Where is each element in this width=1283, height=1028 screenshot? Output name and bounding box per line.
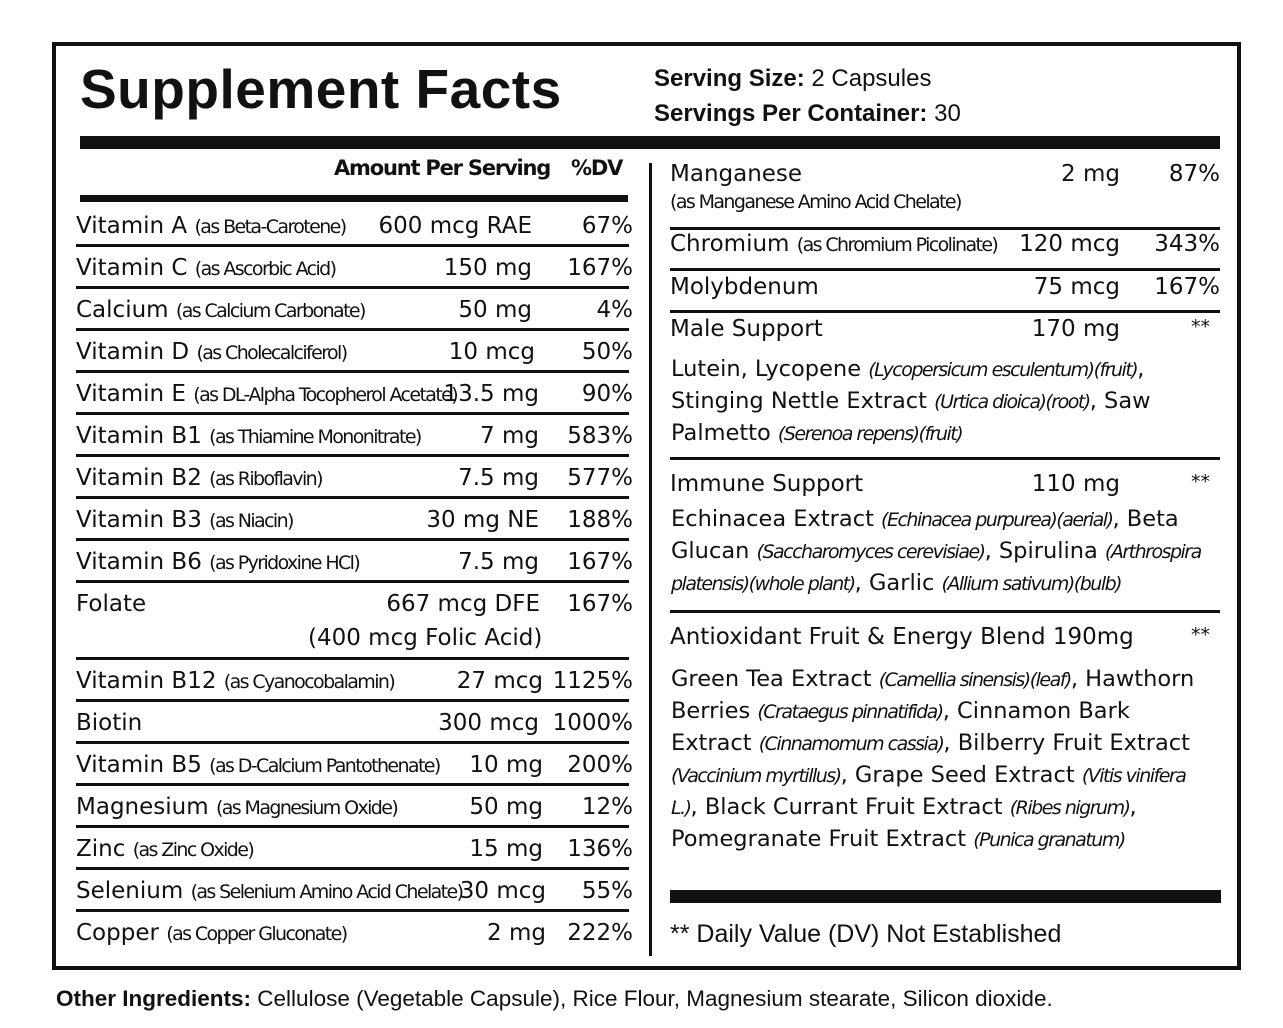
serving-size-line: [654, 61, 961, 96]
nutrient-row: [76, 744, 633, 786]
nutrient-row: [76, 660, 633, 702]
top-thick-rule: [80, 136, 1220, 149]
blend-amount: 110 mg: [1031, 471, 1120, 497]
ingredient-name: Lutein, Lycopene: [671, 356, 869, 382]
nutrient-source: (as Riboflavin): [209, 468, 322, 490]
nutrient-name-cell: [76, 549, 359, 575]
nutrient-name: Vitamin E: [76, 381, 186, 407]
nutrient-dv: 188%: [567, 507, 633, 533]
nutrient-dv: 222%: [567, 920, 633, 946]
servings-value: 30: [934, 100, 961, 127]
nutrient-row: [76, 583, 633, 660]
ingredient-latin: (Vitis vinifera L.): [671, 765, 1186, 819]
nutrient-name-cell: [76, 668, 394, 694]
nutrient-dv: 167%: [1154, 274, 1220, 300]
other-ingredients-text: Cellulose (Vegetable Capsule), Rice Flour, Magnesium stearate, Silicon dioxide.: [257, 986, 1053, 1011]
nutrient-name: Biotin: [76, 710, 143, 736]
left-header-rule: [80, 195, 628, 202]
ingredient-latin: (Cinnamomum cassia): [758, 733, 944, 755]
nutrient-name-cell: [76, 752, 440, 778]
nutrient-amount: 30 mg NE: [426, 507, 539, 533]
ingredient-name: , Saw Palmetto: [671, 388, 1151, 446]
nutrient-source: (as Ascorbic Acid): [194, 258, 336, 280]
nutrient-name: Folate: [76, 591, 147, 617]
ingredient-name: , Hawthorn Berries: [671, 666, 1195, 724]
nutrient-name-cell: [76, 836, 253, 862]
nutrient-name-cell: [76, 465, 322, 491]
nutrient-name-cell: [670, 274, 819, 300]
nutrient-amount: 2 mg: [487, 920, 546, 946]
nutrient-name-cell: [670, 161, 802, 187]
ingredient-latin: (Punica granatum): [973, 829, 1125, 851]
serving-size-label: Serving Size:: [654, 65, 805, 92]
blend-name: Antioxidant Fruit & Energy Blend 190mg: [670, 624, 1134, 650]
nutrient-amount: 7.5 mg: [458, 549, 539, 575]
blend-name: Immune Support: [670, 471, 864, 497]
nutrient-row: [76, 415, 633, 457]
blend-rule: [670, 457, 1220, 460]
ingredient-latin: (Crataegus pinnatifida): [757, 701, 943, 723]
nutrient-name: Manganese: [670, 161, 803, 187]
nutrient-name: Vitamin B1: [76, 423, 202, 449]
nutrient-row: [670, 274, 1220, 312]
nutrient-source: (as Zinc Oxide): [132, 839, 254, 861]
nutrient-name: Vitamin C: [76, 255, 188, 281]
ingredient-latin: (Urtica dioica)(root): [934, 391, 1090, 413]
nutrient-name: Vitamin B2: [76, 465, 202, 491]
ingredient-name: Green Tea Extract: [671, 666, 879, 692]
nutrient-dv: 87%: [1168, 161, 1220, 187]
row-rule: [670, 227, 1220, 230]
nutrient-amount: 15 mg: [469, 836, 543, 862]
row-rule: [670, 310, 1220, 313]
nutrient-row: [76, 828, 633, 870]
ingredient-latin: (Vaccinium myrtillus): [671, 765, 841, 787]
nutrient-row: [76, 457, 633, 499]
nutrient-name: Calcium: [76, 297, 169, 323]
nutrient-dv: 67%: [581, 213, 633, 239]
nutrient-sub-amount: (400 mcg Folic Acid): [308, 625, 543, 651]
ingredient-name: , Garlic: [854, 570, 942, 596]
nutrient-amount: 150 mg: [443, 255, 532, 281]
nutrient-name: Vitamin B3: [76, 507, 202, 533]
other-ingredients: [56, 986, 1053, 1012]
nutrient-amount: 27 mcg: [456, 668, 543, 694]
blend-name: Male Support: [670, 316, 823, 342]
nutrient-amount: 2 mg: [1061, 161, 1120, 187]
ingredient-name: , Pomegranate Fruit Extract: [671, 794, 1137, 852]
nutrient-source: (as Cyanocobalamin): [223, 671, 395, 693]
nutrient-row: [76, 373, 633, 415]
ingredient-latin: (Lycopersicum esculentum)(fruit): [868, 359, 1138, 381]
nutrient-row: [76, 289, 633, 331]
nutrient-dv: 167%: [567, 549, 633, 575]
ingredient-latin: (Arthrospira platensis)(whole plant): [671, 541, 1201, 595]
nutrient-name-cell: [76, 381, 457, 407]
blend-header-row: [670, 471, 1220, 503]
nutrient-name: Zinc: [76, 836, 126, 862]
label-title: Supplement Facts: [80, 58, 562, 120]
nutrient-source: (as Chromium Picolinate): [796, 234, 998, 256]
nutrient-row: [76, 247, 633, 289]
ingredient-name: Echinacea Extract: [671, 506, 882, 532]
nutrient-dv: 343%: [1154, 231, 1220, 257]
blend-rule: [670, 610, 1220, 613]
nutrient-dv: 55%: [581, 878, 633, 904]
blend-ingredients: [671, 354, 1211, 450]
nutrient-amount: 75 mcg: [1033, 274, 1120, 300]
bottom-thick-rule: [670, 890, 1221, 903]
ingredient-name: , Spirulina: [984, 538, 1105, 564]
nutrient-name-cell: [76, 423, 421, 449]
ingredient-latin: (Saccharomyces cerevisiae): [756, 541, 985, 563]
nutrient-amount: 50 mg: [469, 794, 543, 820]
nutrient-dv: 1125%: [552, 668, 633, 694]
nutrient-name: Selenium: [76, 878, 184, 904]
nutrient-name: Vitamin A: [76, 213, 188, 239]
nutrient-source: (as Manganese Amino Acid Chelate): [670, 191, 961, 213]
ingredient-name: , Cinnamon Bark Extract: [671, 698, 1130, 756]
nutrient-source: (as Calcium Carbonate): [175, 300, 365, 322]
nutrient-source: (as Pyridoxine HCl): [209, 552, 360, 574]
nutrient-row: [76, 205, 633, 247]
nutrient-source: (as DL-Alpha Tocopherol Acetate): [193, 384, 458, 406]
nutrient-source: (as Cholecalciferol): [196, 342, 347, 364]
nutrient-name-cell: [76, 710, 142, 736]
nutrient-dv: 4%: [596, 297, 633, 323]
nutrient-dv: 167%: [567, 255, 633, 281]
ingredient-name: , Bilberry Fruit Extract: [943, 730, 1190, 756]
nutrient-name-cell: [76, 920, 347, 946]
nutrient-name-cell: [76, 213, 346, 239]
nutrient-source: (as D-Calcium Pantothenate): [209, 755, 440, 777]
nutrient-source: (as Thiamine Mononitrate): [209, 426, 421, 448]
nutrient-name: Molybdenum: [670, 274, 819, 300]
blend-dv: **: [1191, 624, 1210, 646]
nutrient-name-cell: [76, 878, 462, 904]
nutrient-name-cell: [670, 231, 997, 257]
nutrient-source: (as Copper Gluconate): [166, 923, 347, 945]
nutrient-name-cell: [76, 507, 293, 533]
nutrient-amount: 10 mcg: [448, 339, 535, 365]
amount-per-serving-header: Amount Per Serving: [334, 156, 551, 180]
nutrient-amount: 13.5 mg: [443, 381, 539, 407]
nutrient-row: [670, 161, 1220, 213]
ingredient-latin: (Serenoa repens)(fruit): [777, 423, 963, 445]
nutrient-row: [76, 870, 633, 912]
ingredient-latin: (Allium sativum)(bulb): [941, 573, 1122, 595]
ingredient-name: , Stinging Nettle Extract: [671, 356, 1145, 414]
blend-ingredients: [671, 504, 1211, 600]
ingredient-latin: (Camellia sinensis)(leaf): [878, 669, 1071, 691]
nutrient-amount: 7.5 mg: [458, 465, 539, 491]
ingredient-name: , Beta Glucan: [671, 506, 1179, 564]
nutrient-row: [76, 912, 633, 954]
nutrient-amount: 7 mg: [480, 423, 539, 449]
serving-info: [654, 61, 961, 131]
servings-per-container-line: [654, 96, 961, 131]
nutrient-source: (as Selenium Amino Acid Chelate): [190, 881, 463, 903]
nutrient-name: Vitamin B6: [76, 549, 202, 575]
column-divider: [649, 163, 652, 956]
nutrient-name-cell: [76, 591, 146, 617]
nutrient-name: Magnesium: [76, 794, 209, 820]
nutrient-row: [76, 702, 633, 744]
nutrient-dv: 50%: [581, 339, 633, 365]
nutrient-row: [76, 786, 633, 828]
ingredient-latin: (Ribes nigrum): [1009, 797, 1130, 819]
blend-header-row: [670, 624, 1220, 656]
nutrient-amount: 50 mg: [458, 297, 532, 323]
dv-footnote: ** Daily Value (DV) Not Established: [670, 920, 1062, 948]
serving-size-value: 2 Capsules: [811, 65, 932, 92]
nutrient-dv: 200%: [567, 752, 633, 778]
nutrient-name: Copper: [76, 920, 159, 946]
nutrient-name: Vitamin D: [76, 339, 190, 365]
nutrient-amount: 300 mcg: [438, 710, 539, 736]
nutrient-amount: 600 mcg RAE: [378, 213, 532, 239]
nutrient-source: (as Magnesium Oxide): [215, 797, 398, 819]
servings-label: Servings Per Container:: [654, 100, 928, 127]
nutrient-amount: 667 mcg DFE: [386, 591, 540, 617]
ingredient-name: , Grape Seed Extract: [840, 762, 1082, 788]
nutrient-name: Chromium: [670, 231, 790, 257]
dv-header: %DV: [571, 156, 623, 180]
nutrient-source: (as Niacin): [209, 510, 293, 532]
nutrient-row: [670, 231, 1220, 269]
nutrient-amount: 10 mg: [469, 752, 543, 778]
nutrient-name-cell: [76, 297, 365, 323]
nutrient-dv: 1000%: [552, 710, 633, 736]
nutrient-amount: 30 mcg: [459, 878, 546, 904]
nutrient-dv: 12%: [581, 794, 633, 820]
blend-header-row: [670, 316, 1220, 348]
blend-dv: **: [1191, 471, 1210, 493]
blend-dv: **: [1191, 316, 1210, 338]
nutrient-row: [76, 331, 633, 373]
nutrient-row: [76, 499, 633, 541]
nutrient-name-cell: [76, 339, 347, 365]
nutrient-name-cell: [76, 794, 397, 820]
nutrient-name-cell: [76, 255, 335, 281]
nutrient-dv: 90%: [581, 381, 633, 407]
nutrient-name: Vitamin B5: [76, 752, 202, 778]
blend-ingredients: [671, 664, 1211, 856]
nutrient-dv: 136%: [567, 836, 633, 862]
nutrient-dv: 577%: [567, 465, 633, 491]
nutrient-source: (as Beta-Carotene): [194, 216, 346, 238]
ingredient-latin: (Echinacea purpurea)(aerial): [881, 509, 1113, 531]
blend-amount: 170 mg: [1031, 316, 1120, 342]
nutrient-name: Vitamin B12: [76, 668, 217, 694]
nutrient-dv: 167%: [567, 591, 633, 617]
nutrient-row: [76, 541, 633, 583]
nutrient-dv: 583%: [567, 423, 633, 449]
nutrient-amount: 120 mcg: [1019, 231, 1120, 257]
ingredient-name: , Black Currant Fruit Extract: [690, 794, 1010, 820]
row-rule: [670, 268, 1220, 271]
other-ingredients-label: Other Ingredients:: [56, 986, 252, 1011]
